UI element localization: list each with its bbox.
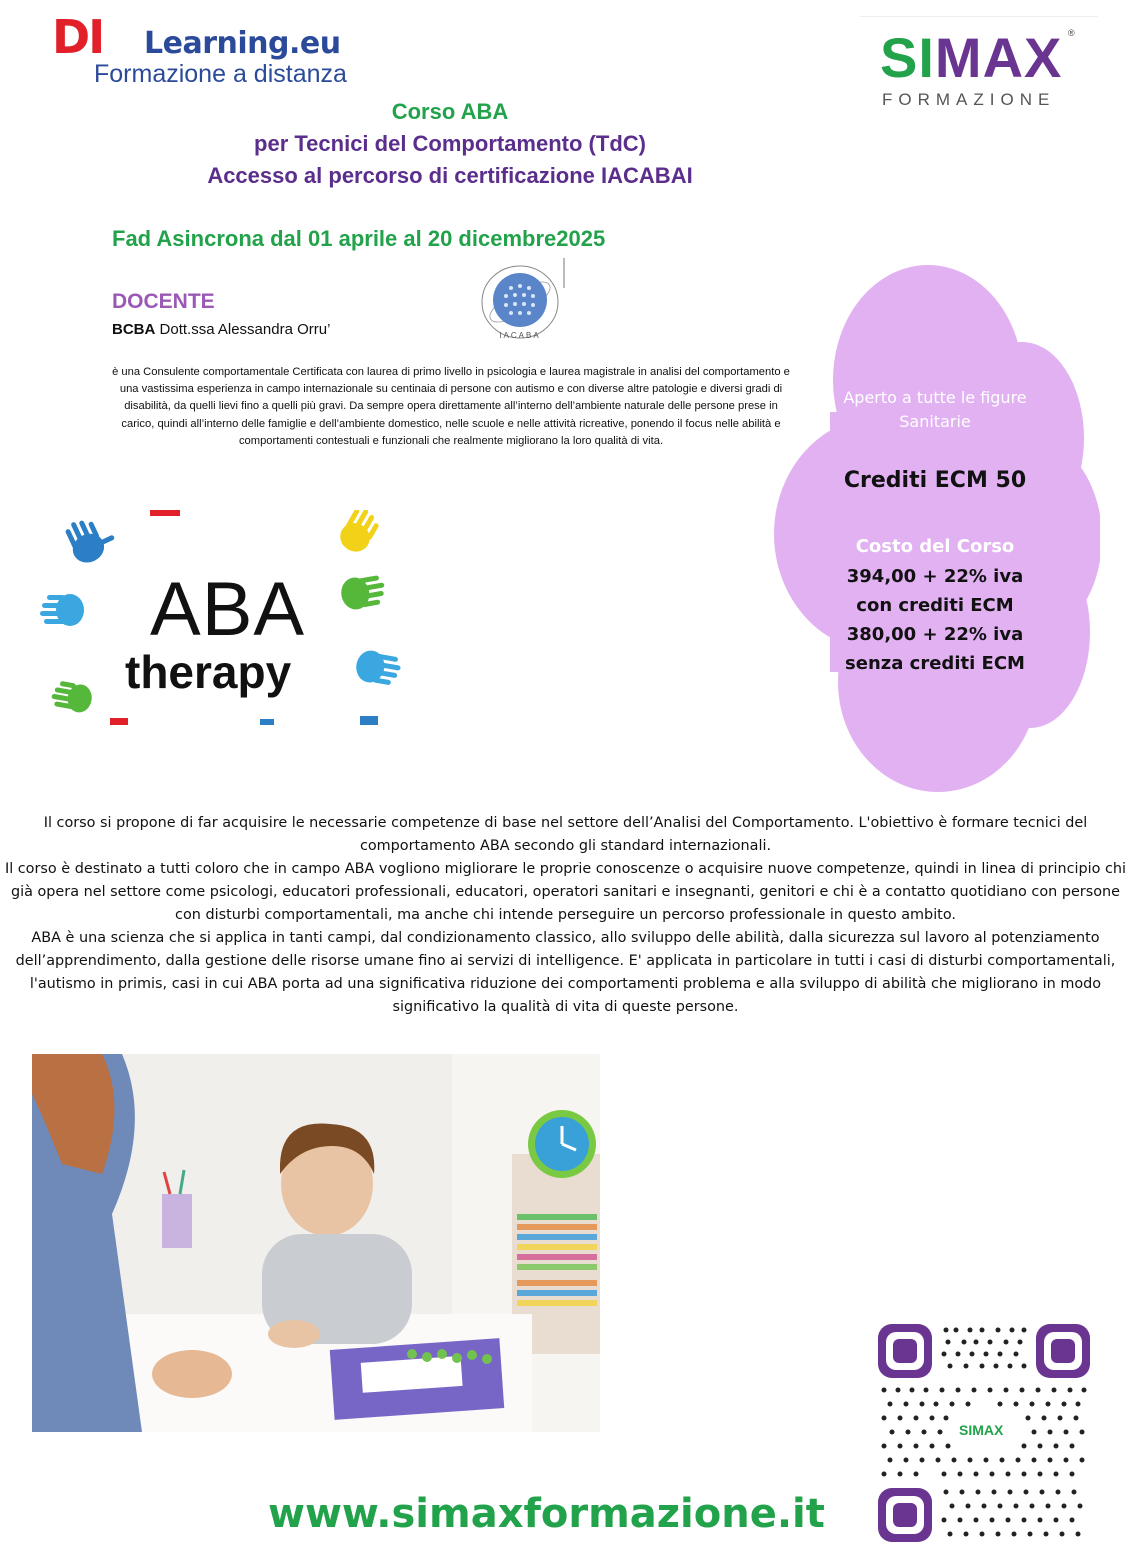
aba-image-word: ABA: [150, 567, 306, 652]
website-link[interactable]: www.simaxformazione.it: [268, 1491, 825, 1537]
iacaba-globe-icon: [478, 258, 568, 342]
course-description: [0, 812, 1131, 1019]
dilearning-tagline: Formazione a distanza: [94, 60, 347, 88]
description-paragraph: ABA è una scienza che si applica in tanti campi, dal condizionamento classico, allo sviluppo delle abilità, dalla sicurezza sul lavoro al potenziamento dell’apprendimento, dalla gestione delle risorse umane fino ai servizi di intelligence. E' applicata in particolare in tutti i casi di disturbi comportamentali, l'autismo in primis, casi in cui ABA porta ad una significativa riduzione dei comportamenti problema e alla sviluppo di abilità che migliorano in modo significativo la qualità di vita di queste persone.: [15, 930, 1116, 1015]
cloud-price-line: con crediti ECM: [856, 595, 1014, 616]
simax-logo-max: MAX: [934, 26, 1063, 89]
cloud-price-list: [770, 562, 1100, 678]
qr-code[interactable]: [878, 1324, 1090, 1542]
docente-bio: è una Consulente comportamentale Certificata con laurea di primo livello in psicologia e laurea magistrale in analisi del comportamento e una vastissima esperienza in campo internazionale su centinaia di persone con autismo e con diverse altre patologie e diversi gradi di disabilità, da quelli lievi fino a quelli più gravi. Da sempre opera direttamente all’interno dell’ambiente naturale delle persone prese in carico, quindi all’interno delle famiglie e dell’ambiente domestico, nelle scuole e nelle attività ricreative, ponendo il focus nelle abilità e comportamenti contestuali e funzionali che realmente migliorano la loro qualità di vita.: [112, 366, 790, 447]
course-dates: Fad Asincrona dal 01 aprile al 20 dicembre2025: [112, 226, 606, 251]
qr-brand-label: SIMAX: [956, 1422, 1006, 1438]
cloud-shape: [770, 262, 1100, 802]
course-certification: Accesso al percorso di certificazione IACABAI: [207, 163, 693, 188]
info-cloud: [770, 262, 1100, 802]
simax-logo-si: SI: [880, 26, 935, 89]
course-title: Corso ABA: [391, 99, 509, 124]
docente-title-prefix: BCBA: [112, 321, 156, 338]
course-subtitle: per Tecnici del Comportamento (TdC): [254, 131, 646, 156]
dilearning-logo: [52, 10, 412, 94]
simax-registered-mark: ®: [1068, 28, 1075, 38]
simax-subtitle: FORMAZIONE: [882, 90, 1056, 109]
docente-heading: DOCENTE: [112, 290, 215, 313]
cloud-price-line: 394,00 + 22% iva: [846, 566, 1024, 587]
cloud-ecm-credits: Crediti ECM 50: [843, 468, 1027, 493]
cloud-cost-label: Costo del Corso: [855, 536, 1015, 557]
docente-name: [112, 321, 330, 338]
dilearning-logo-learning: Learning.eu: [144, 26, 341, 61]
description-paragraph: Il corso si propone di far acquisire le necessarie competenze di base nel settore dell’Analisi del Comportamento. L'obiettivo è formare tecnici del comportamento ABA secondo gli standard internazionali.: [43, 815, 1088, 854]
docente-name-text: Dott.ssa Alessandra Orru’: [159, 321, 331, 338]
therapy-photo: [32, 1054, 600, 1432]
dilearning-logo-di: DI: [52, 10, 104, 64]
therapy-photo-illustration: [32, 1054, 600, 1432]
aba-therapy-image: [30, 510, 430, 725]
iacaba-logo-text: IACABA: [499, 331, 541, 340]
simax-logo-word: [880, 26, 1063, 89]
cloud-price-line: 380,00 + 22% iva: [846, 624, 1024, 645]
cloud-open-to: Aperto a tutte le figure Sanitarie: [843, 388, 1027, 431]
iacaba-logo: [478, 258, 568, 342]
cloud-price-line: senza crediti ECM: [845, 653, 1025, 674]
aba-image-subword: therapy: [125, 646, 292, 698]
description-paragraph: Il corso è destinato a tutti coloro che in campo ABA vogliono migliorare le proprie conoscenze o acquisire nuove competenze, quindi in linea di principio chi già opera nel settore come psicologi, educatori professionali, educatori, operatori sanitari e insegnanti, genitori e chi è a contatto quotidiano con persone con disturbi comportamentali, ma anche chi intende perseguire un percorso professionale in questo ambito.: [4, 861, 1127, 923]
